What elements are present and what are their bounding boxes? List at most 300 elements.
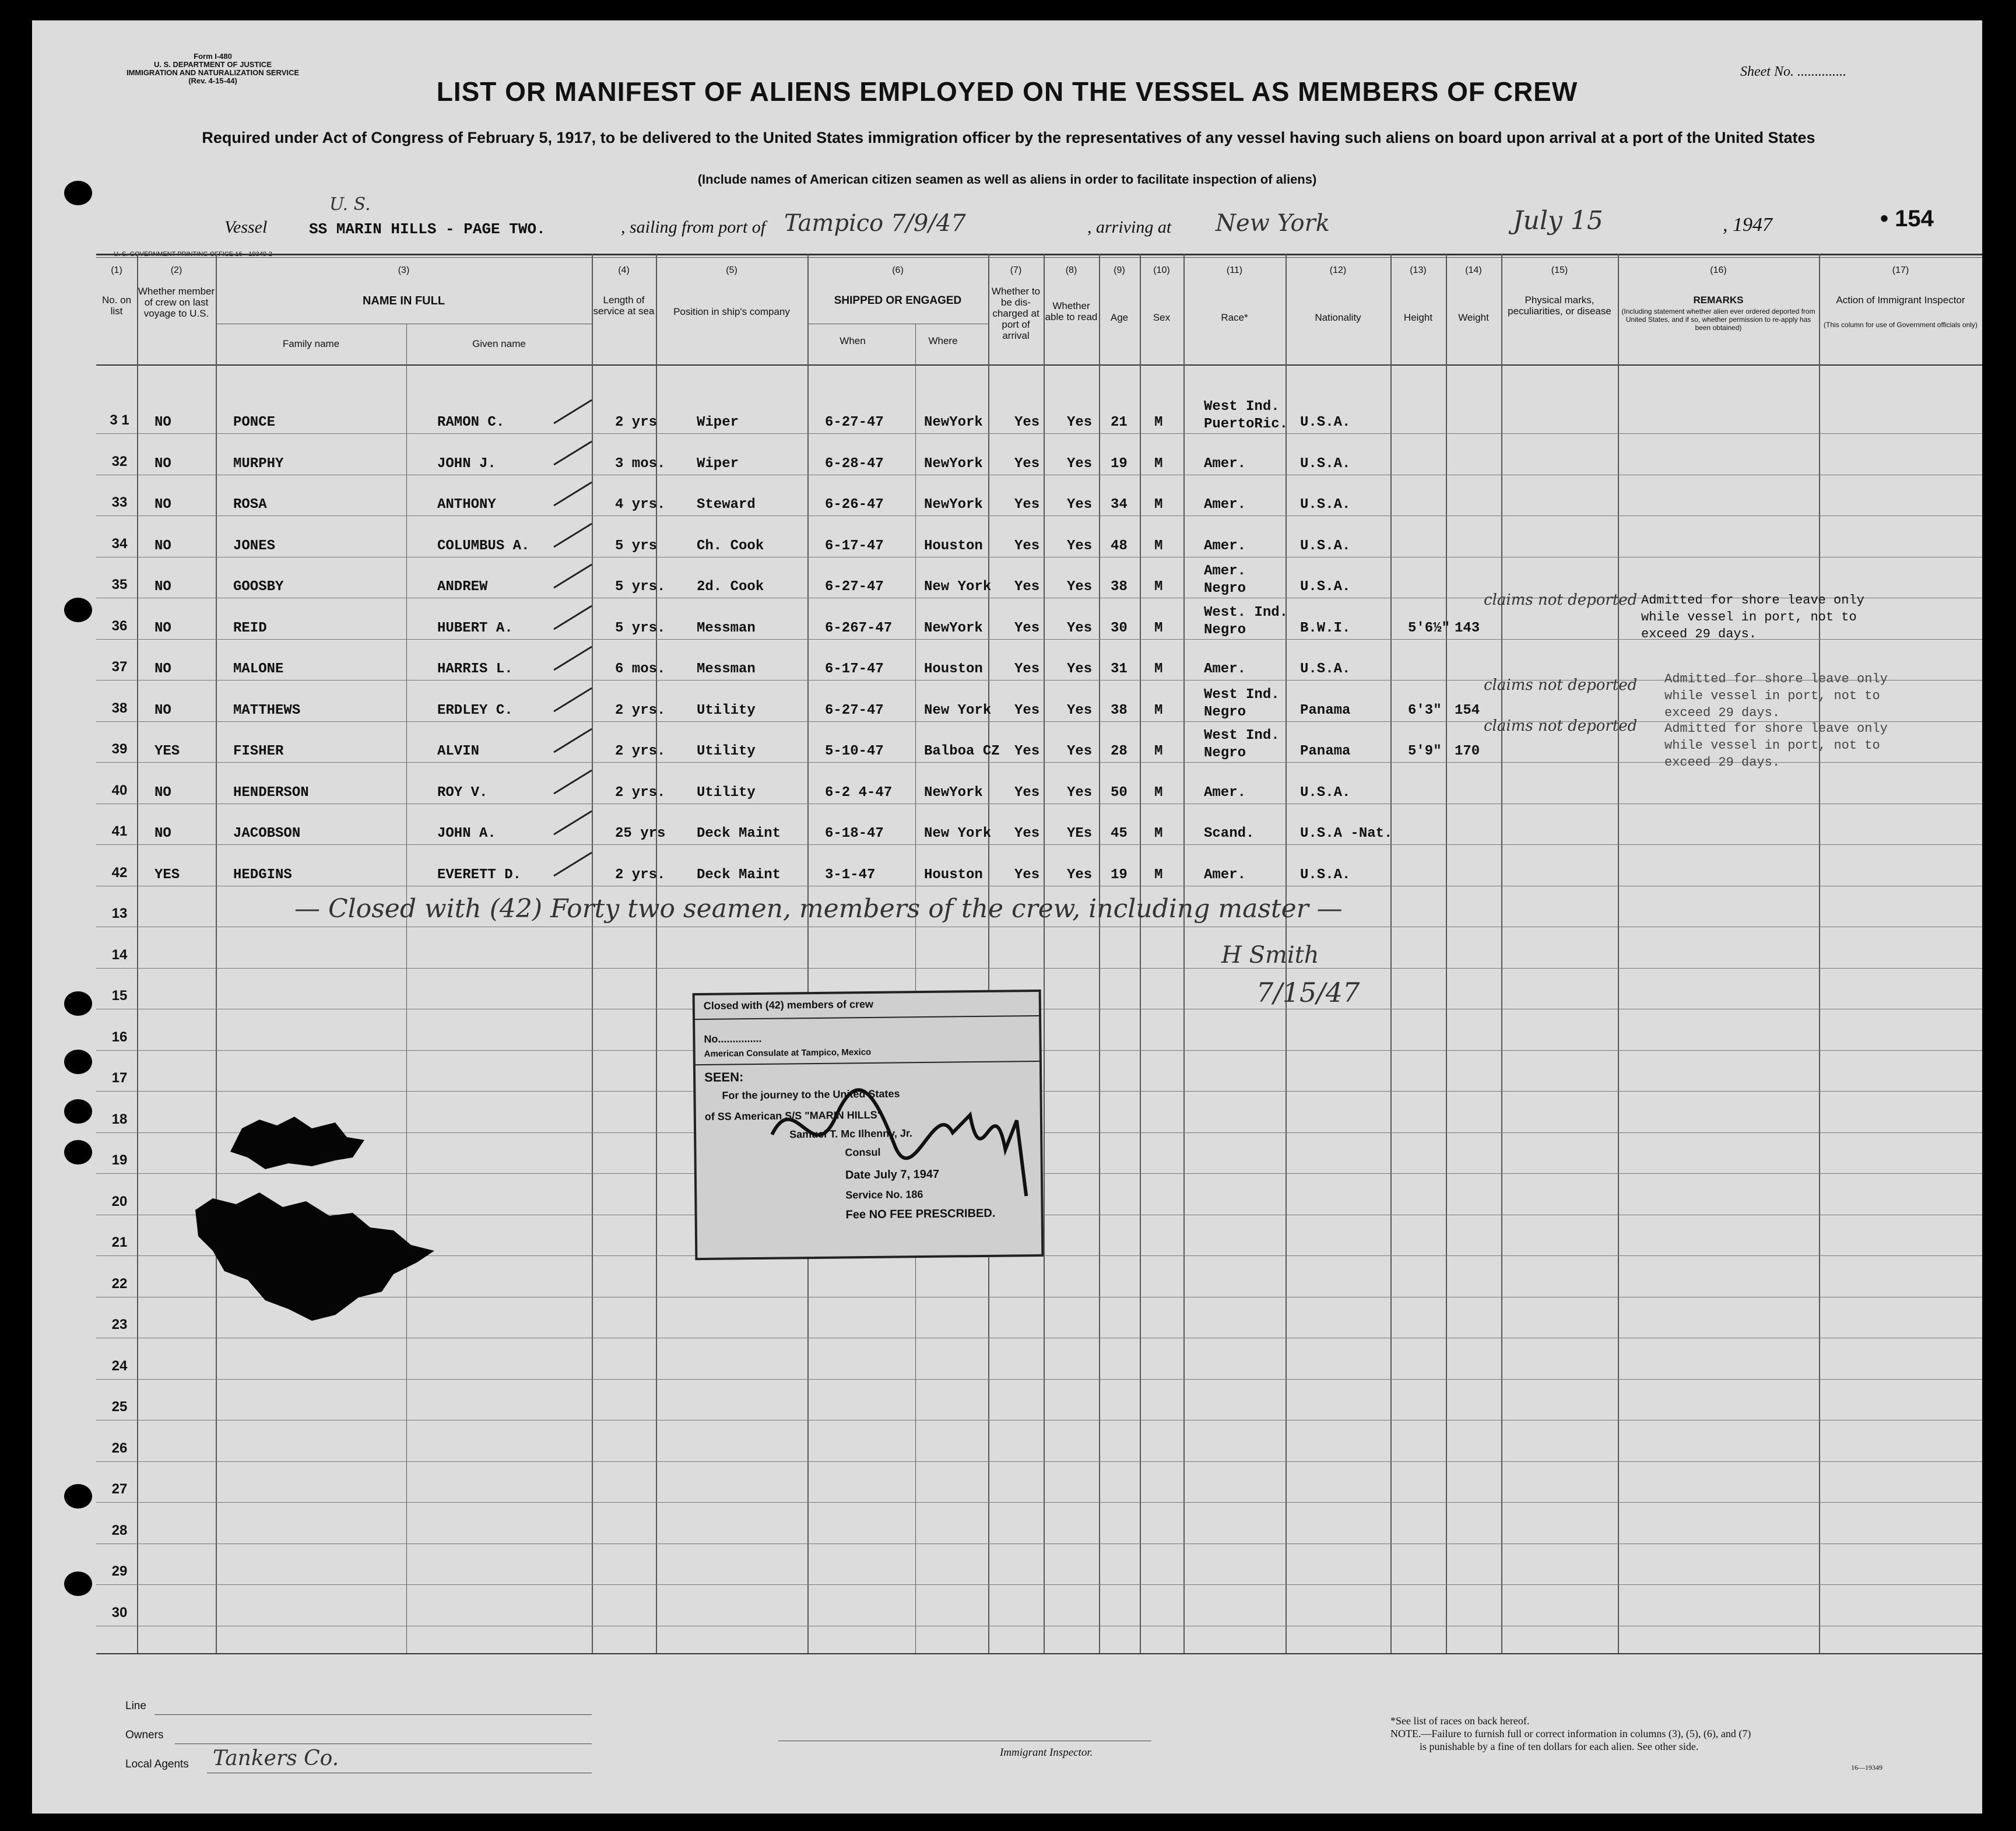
stamp-vessel: of SS American S/S "MARIN HILLS": [704, 1109, 883, 1123]
cell-age: 50: [1111, 784, 1128, 801]
subtitle: Required under Act of Congress of February 5, 1917, to be delivered to the United States immigration officer by the representatives of any vessel having such aliens on board upon arrival at a port of the United States: [202, 129, 1815, 146]
binder-hole: [64, 598, 92, 622]
consul-signature: [760, 1062, 1041, 1205]
table-top-rule: [96, 254, 1982, 255]
col-divider: [1044, 254, 1045, 1653]
cell-race: West Ind. Negro: [1204, 728, 1280, 761]
cell-read: Yes: [1067, 579, 1093, 595]
check-mark: [551, 767, 598, 797]
header-weight: Weight: [1458, 312, 1489, 323]
cell-race: Scand.: [1204, 826, 1255, 841]
cell-service: 2 yrs.: [615, 784, 666, 801]
cell-read: Yes: [1067, 784, 1093, 801]
col-divider: [1390, 254, 1392, 1653]
cell-read: YEs: [1067, 826, 1093, 841]
cell-race: Amer.: [1204, 784, 1246, 801]
cell-nationality: U.S.A.: [1300, 579, 1351, 595]
stamp-service-no: Service No. 186: [845, 1188, 923, 1201]
cell-position: Wiper: [697, 455, 739, 472]
cell-position: Utility: [697, 702, 756, 718]
cell-age: 38: [1111, 702, 1128, 718]
cell-when: 6-27-47: [825, 702, 884, 718]
row-number: 21: [111, 1234, 128, 1250]
cell-nationality: Panama: [1300, 702, 1351, 718]
row-number: 30: [111, 1604, 128, 1620]
cell-read: Yes: [1067, 743, 1093, 759]
cell-position: Utility: [697, 743, 756, 759]
cell-where: NewYork: [924, 497, 983, 513]
arrival-year: , 1947: [1723, 214, 1772, 236]
cell-service: 25 yrs: [615, 826, 666, 841]
row-rule: [96, 1461, 1982, 1462]
row-number: 13: [111, 906, 128, 921]
cell-family: ROSA: [233, 497, 267, 513]
row-number: 17: [111, 1070, 128, 1086]
row-number: 33: [111, 494, 128, 510]
cell-nationality: U.S.A.: [1300, 455, 1351, 472]
cell-where: Houston: [924, 867, 983, 883]
header-remarks-note: (Including statement whether alien ever ordered deported from United States, and if so, whether permission to re-apply has been obtained): [1621, 307, 1815, 332]
header-when: When: [840, 335, 866, 346]
department: U. S. DEPARTMENT OF JUSTICE: [154, 60, 272, 69]
row-number: 32: [111, 453, 128, 469]
row-number: 18: [111, 1111, 128, 1127]
cell-discharged: Yes: [1014, 455, 1040, 472]
check-mark: [551, 521, 598, 550]
cell-race: Amer.: [1204, 497, 1246, 513]
row-number: 28: [111, 1522, 128, 1538]
col-divider: [137, 254, 138, 1653]
binder-hole: [64, 1099, 92, 1124]
col-num-16: (16): [1710, 265, 1727, 275]
cell-sex: M: [1154, 497, 1163, 513]
cell-weight: 154: [1455, 702, 1480, 718]
stamp-date: Date July 7, 1947: [845, 1167, 940, 1182]
sailing-port: Tampico 7/9/47: [784, 210, 966, 237]
cell-sex: M: [1154, 661, 1163, 677]
stamp-fee: Fee NO FEE PRESCRIBED.: [845, 1206, 996, 1222]
row-number: 42: [111, 864, 128, 881]
form-number: Form I-480: [194, 52, 232, 61]
row-number: 37: [111, 659, 128, 675]
cell-read: Yes: [1067, 455, 1093, 472]
immigrant-inspector-label: Immigrant Inspector.: [1000, 1746, 1093, 1759]
stamp-consul-name: Samuel T. Mc Ilhenny, Jr.: [789, 1127, 913, 1141]
arriving-port: New York: [1216, 210, 1330, 237]
cell-read: Yes: [1067, 497, 1093, 513]
footer-agents-label: Local Agents: [125, 1758, 189, 1770]
header-action-note: (This column for use of Government officials only): [1824, 321, 1978, 329]
col-num-6: (6): [892, 265, 904, 275]
cell-sex: M: [1154, 867, 1163, 883]
closing-statement: — Closed with (42) Forty two seamen, members of the crew, including master —: [294, 894, 1343, 924]
arrival-date: July 15: [1513, 206, 1603, 236]
cell-given: ANDREW: [437, 579, 488, 595]
cell-when: 3-1-47: [825, 867, 876, 883]
cell-discharged: Yes: [1014, 743, 1040, 759]
row-number: 35: [111, 577, 128, 592]
cell-age: 30: [1111, 620, 1128, 636]
header-length-of-service: Length of service at sea: [593, 294, 655, 317]
revision: (Rev. 4-15-44): [188, 76, 237, 85]
cell-nationality: U.S.A.: [1300, 784, 1351, 801]
stamp-rule: [695, 1015, 1039, 1020]
cell-service: 5 yrs.: [615, 579, 666, 595]
cell-where: NewYork: [924, 784, 983, 801]
cell-when: 6-26-47: [825, 497, 884, 513]
cell-family: GOOSBY: [233, 579, 284, 595]
cell-position: Deck Maint: [697, 867, 781, 883]
cell-given: JOHN J.: [437, 455, 496, 472]
header-height: Height: [1403, 312, 1433, 323]
cell-race: West Ind. Negro: [1204, 686, 1280, 720]
check-mark: [551, 685, 598, 714]
col-divider: [1819, 254, 1820, 1653]
cell-height: 6'3": [1408, 702, 1442, 718]
footer-line-rule: [154, 1714, 592, 1715]
cell-family: HEDGINS: [233, 867, 292, 883]
cell-race: Amer.: [1204, 867, 1246, 883]
cell-position: Wiper: [697, 415, 739, 430]
cell-when: 6-27-47: [825, 579, 884, 595]
header-able-to-read: Whether able to read: [1045, 300, 1098, 322]
cell-nationality: U.S.A -Nat.: [1300, 826, 1393, 841]
col-divider: [1446, 254, 1447, 1653]
cell-family: MURPHY: [233, 455, 284, 472]
header-name-in-full: NAME IN FULL: [362, 294, 445, 307]
cell-given: JOHN A.: [437, 826, 496, 841]
row-rule: [96, 433, 1982, 434]
cell-sex: M: [1154, 455, 1163, 472]
cell-discharged: Yes: [1014, 497, 1040, 513]
cell-age: 48: [1111, 538, 1128, 554]
cell-when: 6-17-47: [825, 661, 884, 677]
cell-position: Messman: [697, 661, 756, 677]
form-code: 16—19349: [1851, 1763, 1882, 1772]
footnote-races: *See list of races on back hereof.: [1390, 1715, 1530, 1727]
cell-age: 19: [1111, 455, 1128, 472]
check-mark: [551, 644, 598, 673]
cell-discharged: Yes: [1014, 784, 1040, 801]
table-bottom-rule: [96, 1653, 1982, 1654]
table-top-rule-2: [96, 257, 1982, 258]
col-divider: [1183, 254, 1185, 1653]
cell-discharged: Yes: [1014, 867, 1040, 883]
cell-discharged: Yes: [1014, 579, 1040, 595]
cell-race: West. Ind. Negro: [1204, 604, 1288, 638]
cell-nationality: Panama: [1300, 743, 1351, 759]
cell-age: 28: [1111, 743, 1128, 759]
col-divider: [807, 254, 809, 1653]
cell-service: 2 yrs.: [615, 743, 666, 759]
cell-where: New York: [924, 826, 992, 841]
col-num-9: (9): [1114, 265, 1125, 275]
header-nationality: Nationality: [1315, 312, 1361, 323]
header-bottom-rule: [96, 364, 1982, 366]
cell-service: 2 yrs: [615, 415, 658, 430]
cell-position: Steward: [697, 497, 756, 513]
row-number: 16: [111, 1029, 128, 1045]
footer-line-label: Line: [125, 1700, 146, 1712]
inspector-initials: H Smith: [1221, 942, 1319, 969]
cell-given: ANTHONY: [437, 497, 496, 513]
instruction-note: (Include names of American citizen seamen as well as aliens in order to facilitate inspection of aliens): [697, 172, 1317, 187]
row-rule: [96, 844, 1982, 845]
cell-discharged: Yes: [1014, 538, 1040, 554]
cell-when: 6-2 4-47: [825, 784, 893, 801]
cell-given: ERDLEY C.: [437, 702, 513, 718]
row-number: 26: [111, 1440, 128, 1456]
cell-service: 5 yrs: [615, 538, 658, 554]
cell-race: Amer.: [1204, 661, 1246, 677]
cell-height: 5'6½": [1408, 620, 1450, 636]
cell-age: 38: [1111, 579, 1128, 595]
cell-sex: M: [1154, 538, 1163, 554]
inspector-date: 7/15/47: [1256, 977, 1360, 1008]
row-rule: [96, 515, 1982, 516]
col-num-10: (10): [1153, 265, 1170, 275]
footer-agents-value: Tankers Co.: [213, 1746, 339, 1770]
cell-read: Yes: [1067, 538, 1093, 554]
cell-family: FISHER: [233, 743, 284, 759]
row-number: 27: [111, 1481, 128, 1497]
cell-discharged: Yes: [1014, 826, 1040, 841]
col-num-13: (13): [1410, 265, 1427, 275]
col-num-17: (17): [1892, 265, 1909, 275]
cell-given: EVERETT D.: [437, 867, 522, 883]
cell-given: HUBERT A.: [437, 620, 513, 636]
cell-position: Utility: [697, 784, 756, 801]
cell-where: Houston: [924, 661, 983, 677]
cell-when: 6-18-47: [825, 826, 884, 841]
cell-when: 6-267-47: [825, 620, 893, 636]
footnote-note-1: NOTE.—Failure to furnish full or correct information in columns (3), (5), (6), and (7): [1390, 1728, 1751, 1739]
col-num-11: (11): [1226, 265, 1243, 275]
col-num-4: (4): [618, 265, 630, 275]
cell-last-voyage: NO: [154, 826, 171, 841]
cell-family: MALONE: [233, 661, 284, 677]
cell-position: Messman: [697, 620, 756, 636]
remark-row-39: Admitted for shore leave only while vessel in port, not to exceed 29 days.: [1664, 721, 1888, 770]
vessel-prefix-handwritten: U. S.: [329, 194, 371, 215]
header-where: Where: [928, 335, 958, 346]
row-number: 24: [111, 1358, 128, 1374]
binder-hole: [64, 1050, 92, 1074]
cell-age: 21: [1111, 415, 1128, 430]
cell-service: 4 yrs.: [615, 497, 666, 513]
col-num-8: (8): [1065, 265, 1077, 275]
row-number: 34: [111, 535, 128, 552]
stamp-seen: SEEN:: [704, 1069, 744, 1085]
cell-age: 31: [1111, 661, 1128, 677]
cell-last-voyage: NO: [154, 620, 171, 636]
cell-sex: M: [1154, 415, 1163, 430]
header-family-name: Family name: [282, 338, 340, 349]
page-stamp-number: • 154: [1880, 206, 1934, 231]
check-mark: [551, 397, 598, 426]
cell-age: 19: [1111, 867, 1128, 883]
sailing-label: , sailing from port of: [621, 218, 766, 237]
cell-last-voyage: NO: [154, 784, 171, 801]
cell-service: 3 mos.: [615, 455, 666, 472]
row-number: 15: [111, 988, 128, 1004]
check-mark: [551, 603, 598, 632]
cell-age: 45: [1111, 826, 1128, 841]
cell-nationality: B.W.I.: [1300, 620, 1351, 636]
check-mark: [551, 726, 598, 755]
col-divider: [406, 324, 407, 1653]
row-number: 41: [111, 823, 128, 839]
row-number: 14: [111, 946, 128, 963]
col-num-15: (15): [1551, 265, 1568, 275]
cell-last-voyage: NO: [154, 579, 171, 595]
cell-last-voyage: NO: [154, 661, 171, 677]
binder-hole: [64, 1572, 92, 1596]
cell-weight: 143: [1455, 620, 1480, 636]
cell-when: 6-17-47: [825, 538, 884, 554]
cell-given: ALVIN: [437, 743, 480, 759]
cell-nationality: U.S.A.: [1300, 415, 1351, 430]
cell-discharged: Yes: [1014, 620, 1040, 636]
col-num-5: (5): [726, 265, 737, 275]
row-number: 36: [111, 618, 128, 634]
cell-family: PONCE: [233, 415, 276, 430]
consulate-stamp: [693, 990, 1044, 1260]
cell-family: JACOBSON: [233, 826, 301, 841]
cell-last-voyage: NO: [154, 497, 171, 513]
cell-family: HENDERSON: [233, 784, 309, 801]
check-mark: [551, 439, 598, 468]
check-mark: [551, 850, 598, 879]
cell-race: Amer.: [1204, 538, 1246, 554]
row-number: 3 1: [110, 412, 129, 428]
cell-service: 6 mos.: [615, 661, 666, 677]
row-number: 29: [111, 1563, 128, 1579]
vessel-name: SS MARIN HILLS - PAGE TWO.: [309, 220, 546, 238]
header-discharged: Whether to be dis-charged at port of arrival: [991, 286, 1041, 341]
row-rule: [96, 968, 1982, 969]
cell-race: West Ind. PuertoRic.: [1204, 399, 1288, 432]
remark-row-38: Admitted for shore leave only while vessel in port, not to exceed 29 days.: [1664, 672, 1888, 720]
manifest-sheet: [32, 20, 1982, 1814]
cell-read: Yes: [1067, 867, 1093, 883]
cell-where: NewYork: [924, 620, 983, 636]
cell-where: New York: [924, 579, 992, 595]
header-physical-marks: Physical marks, peculiarities, or disease: [1508, 294, 1611, 317]
cell-last-voyage: NO: [154, 455, 171, 472]
col-num-3: (3): [398, 265, 410, 275]
col-divider: [1140, 254, 1141, 1653]
row-number: 25: [111, 1399, 128, 1415]
col-divider: [1501, 254, 1502, 1653]
footnote-note-2: is punishable by a fine of ten dollars for each alien. See other side.: [1420, 1741, 1699, 1752]
cell-read: Yes: [1067, 661, 1093, 677]
cell-where: New York: [924, 702, 992, 718]
check-mark: [551, 808, 598, 837]
check-mark: [551, 479, 598, 508]
header-given-name: Given name: [472, 338, 526, 349]
cell-position: Deck Maint: [697, 826, 781, 841]
cell-family: MATTHEWS: [233, 702, 301, 718]
col-divider: [915, 324, 916, 1653]
stamp-consulate: American Consulate at Tampico, Mexico: [704, 1047, 872, 1059]
cell-sex: M: [1154, 826, 1163, 841]
col-num-7: (7): [1010, 265, 1022, 275]
check-mark: [551, 562, 598, 591]
claims-not-deported-2: claims not deported: [1484, 676, 1638, 694]
stamp-journey: For the journey to the United States: [722, 1088, 900, 1102]
header-remarks: REMARKS: [1693, 294, 1744, 306]
binder-hole: [64, 1140, 92, 1164]
row-rule: [96, 1379, 1982, 1380]
header-no-on-list: No. on list: [101, 294, 132, 317]
service: IMMIGRATION AND NATURALIZATION SERVICE: [126, 68, 300, 77]
row-number: 23: [111, 1317, 128, 1332]
stamp-no: No...............: [704, 1032, 762, 1045]
cell-last-voyage: NO: [154, 538, 171, 554]
row-rule: [96, 1502, 1982, 1503]
header-race: Race*: [1221, 312, 1248, 323]
col-divider: [988, 254, 989, 1653]
arriving-label: , arriving at: [1087, 218, 1172, 237]
cell-race: Amer.: [1204, 455, 1246, 472]
row-number: 22: [111, 1275, 128, 1292]
row-number: 38: [111, 700, 128, 716]
vessel-label: Vessel: [224, 218, 268, 237]
cell-height: 5'9": [1408, 743, 1442, 759]
header-age: Age: [1110, 312, 1129, 323]
stamp-closed-with: Closed with (42) members of crew: [703, 998, 874, 1012]
cell-last-voyage: NO: [154, 702, 171, 718]
cell-service: 5 yrs.: [615, 620, 666, 636]
cell-discharged: Yes: [1014, 661, 1040, 677]
cell-where: Houston: [924, 538, 983, 554]
cell-last-voyage: NO: [154, 415, 171, 430]
header-shipped-engaged: SHIPPED OR ENGAGED: [834, 294, 962, 307]
row-number: 20: [111, 1193, 128, 1209]
cell-where: Balboa CZ: [924, 743, 1000, 759]
embossed-seal: [160, 1105, 487, 1350]
cell-read: Yes: [1067, 415, 1093, 430]
cell-given: HARRIS L.: [437, 661, 513, 677]
row-number: 39: [111, 741, 128, 757]
cell-weight: 170: [1455, 743, 1480, 759]
cell-last-voyage: YES: [154, 743, 180, 759]
cell-nationality: U.S.A.: [1300, 867, 1351, 883]
claims-not-deported-3: claims not deported: [1484, 717, 1638, 735]
cell-sex: M: [1154, 620, 1163, 636]
cell-position: 2d. Cook: [697, 579, 764, 595]
cell-when: 6-27-47: [825, 415, 884, 430]
cell-sex: M: [1154, 784, 1163, 801]
col-divider: [1618, 254, 1619, 1653]
cell-family: REID: [233, 620, 267, 636]
row-rule: [96, 1584, 1982, 1585]
sheet-number-label: Sheet No. ..............: [1740, 64, 1846, 79]
cell-nationality: U.S.A.: [1300, 661, 1351, 677]
col-num-2: (2): [170, 265, 182, 275]
page-title: LIST OR MANIFEST OF ALIENS EMPLOYED ON THE VESSEL AS MEMBERS OF CREW: [436, 76, 1578, 107]
cell-service: 2 yrs.: [615, 702, 666, 718]
header-position: Position in ship's company: [673, 306, 790, 317]
cell-sex: M: [1154, 702, 1163, 718]
col-num-12: (12): [1329, 265, 1347, 275]
claims-not-deported-1: claims not deported: [1484, 591, 1638, 609]
header-member-last-voyage: Whether member of crew on last voyage to U.S.: [138, 286, 215, 319]
cell-where: NewYork: [924, 415, 983, 430]
binder-hole: [64, 1484, 92, 1509]
footer-owners-label: Owners: [125, 1729, 164, 1741]
